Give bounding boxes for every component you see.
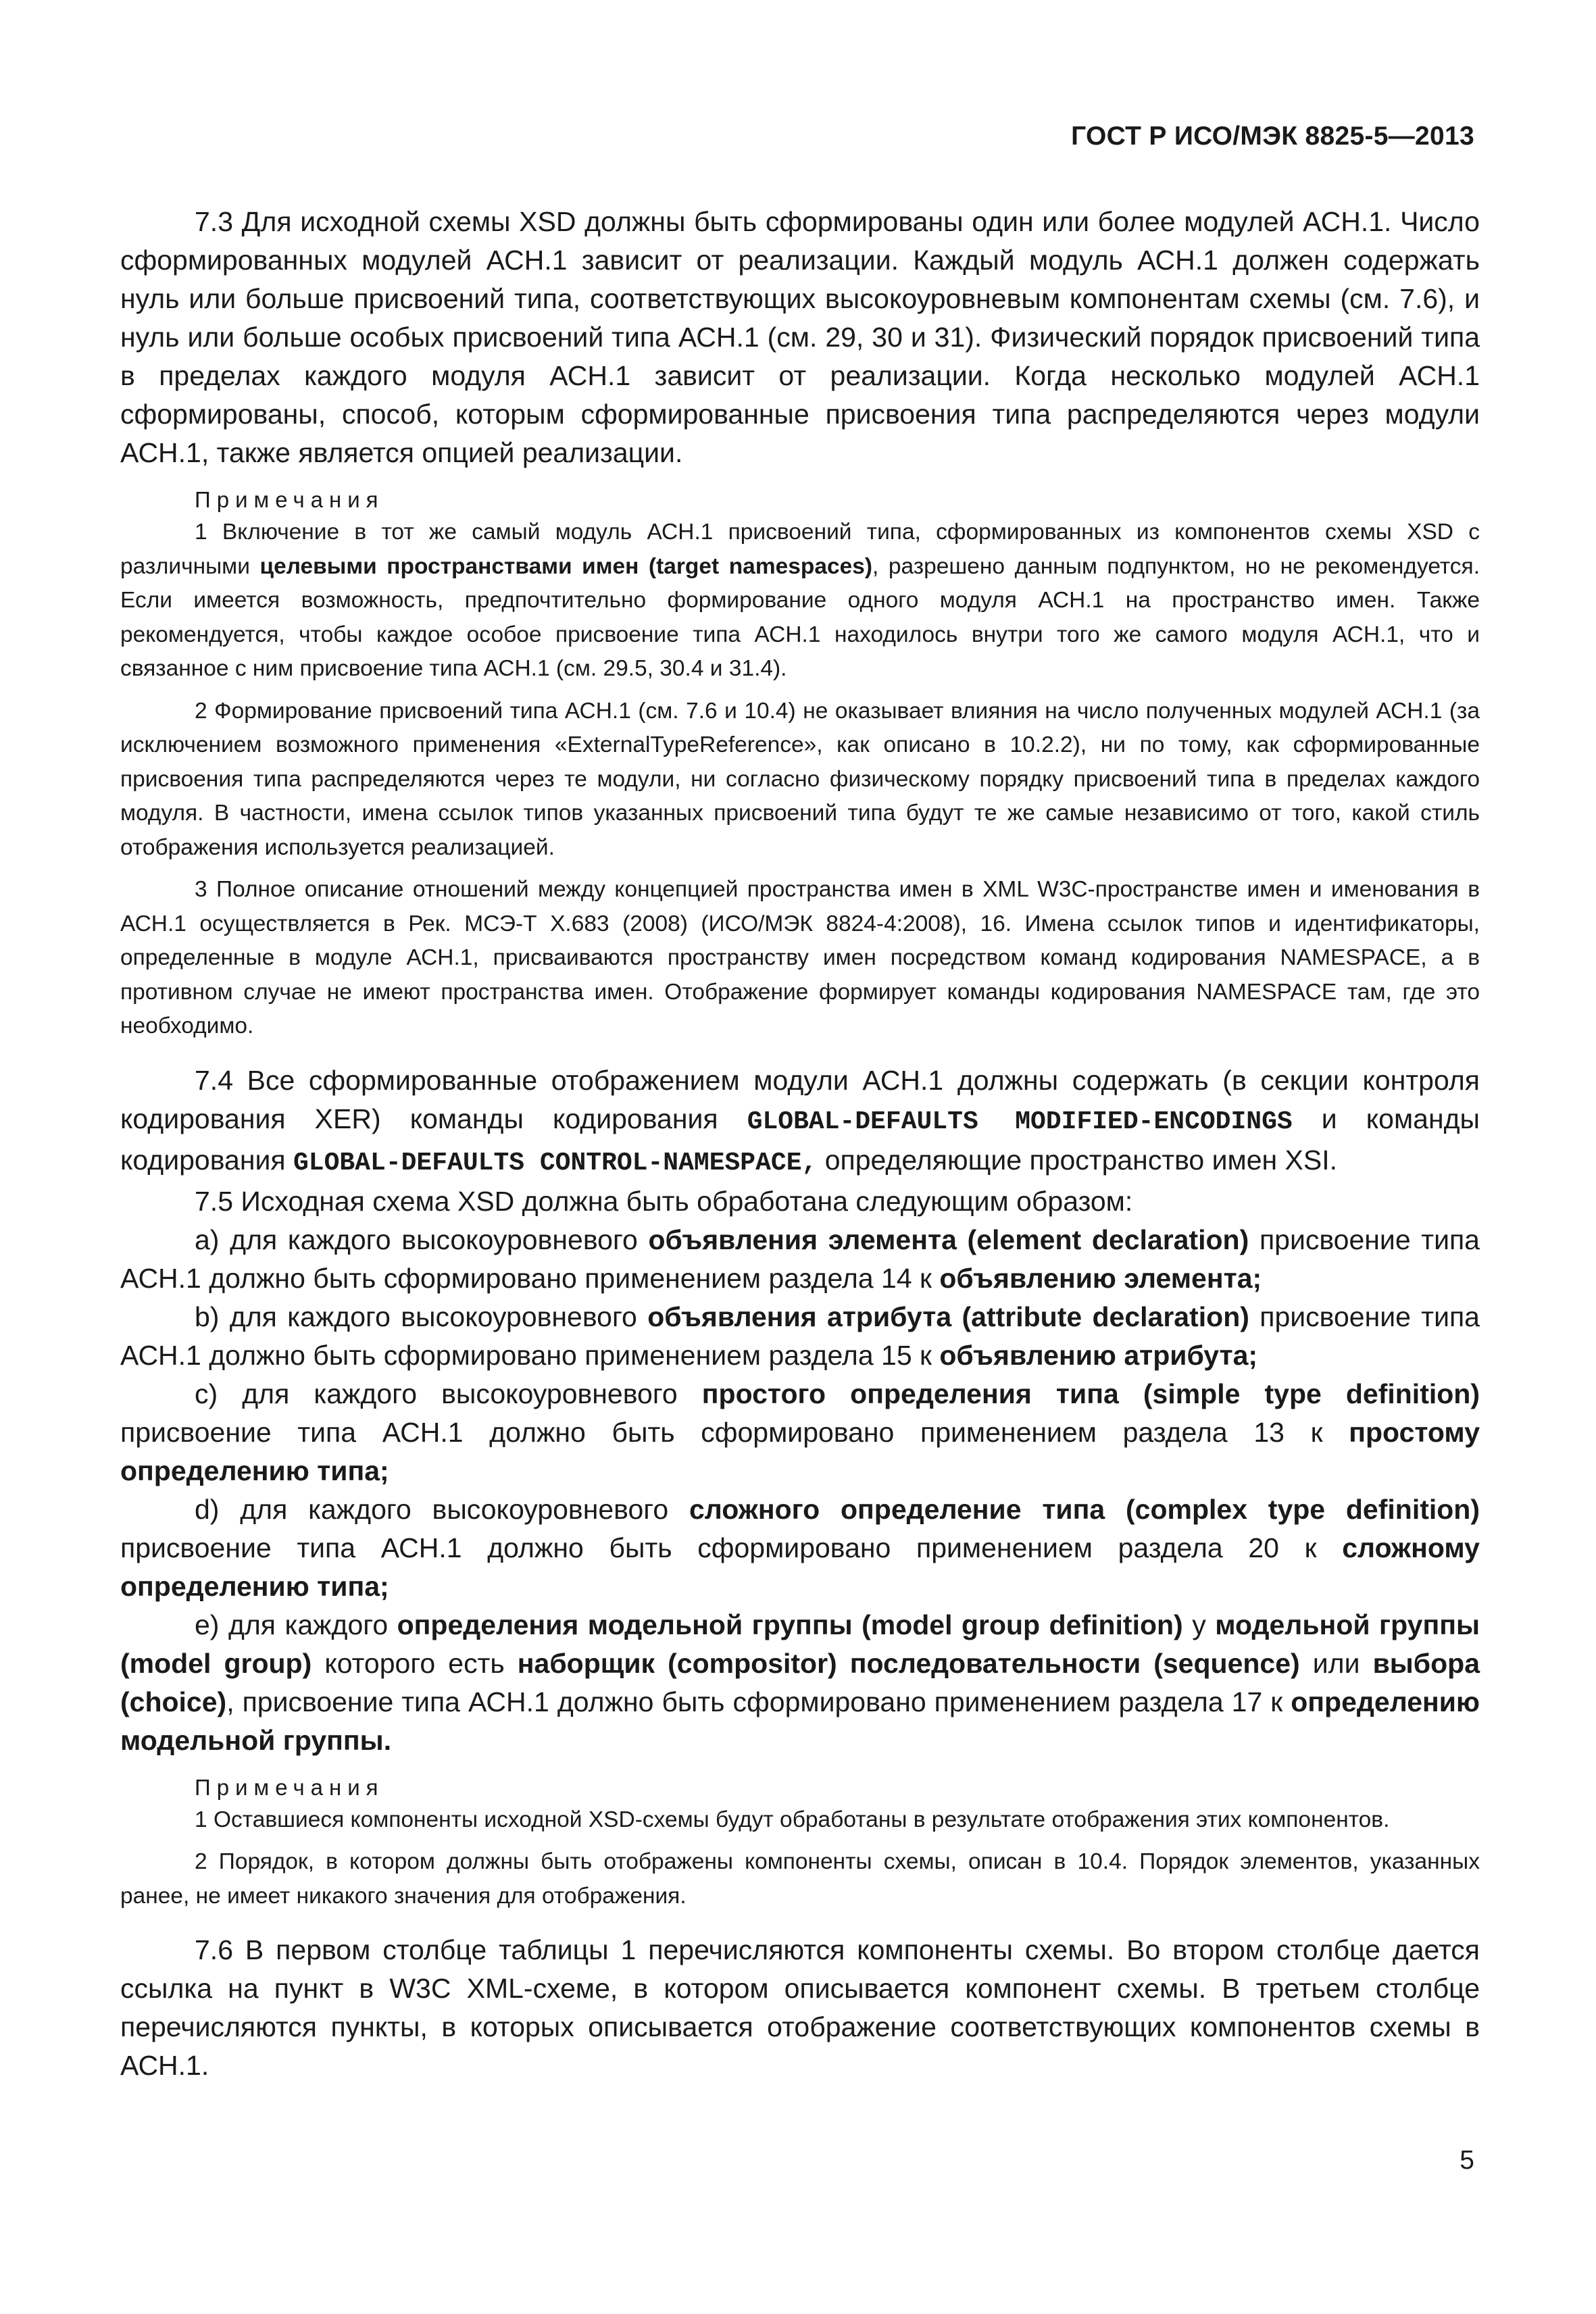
clause-7-3: 7.3 Для исходной схемы XSD должны быть сформированы один или более модулей АСН.1. Число сформированных модулей АСН.1 зависит от реализации. Каждый модуль АСН.1 должен содержать нуль или больше присвоений типа, соответствующих высокоуровневым компонентам схемы (см. 7.6), и нуль или больше особых присвоений типа АСН.1 (см. 29, 30 и 31). Физический порядок присвоений типа в пределах каждого модуля АСН.1 зависит от реализации. Когда несколько модулей АСН.1 сформированы, способ, которым сформированные присвоения типа распределяются через модули АСН.1, также является опцией реализации.: [120, 206, 1480, 468]
page-number: 5: [1460, 2146, 1474, 2175]
list-item-e: е) для каждого определения модельной группы (model group definition) у модельной группы (model group) которого есть наборщик (compositor) последовательности (sequence) или выбора (choice), присвоение типа АСН.1 должно быть сформировано применением раздела 17 к определению модельной группы.: [120, 1609, 1480, 1756]
page-body: [120, 203, 1480, 2085]
note-2-2: 2 Порядок, в котором должны быть отображены компоненты схемы, описан в 10.4. Порядок элементов, указанных ранее, не имеет никакого значения для отображения.: [120, 1849, 1480, 1909]
note-1: 1 Включение в тот же самый модуль АСН.1 присвоений типа, сформированных из компонентов схемы XSD с различными целевыми пространствами имен (target namespaces), разрешено данным подпунктом, но не рекомендуется. Если имеется возможность, предпочтительно формирование одного модуля АСН.1 на пространство имен. Также рекомендуется, чтобы каждое особое присвоение типа АСН.1 находилось внутри того же самого модуля АСН.1, что и связанное с ним присвоение типа АСН.1 (см. 29.5, 30.4 и 31.4).: [120, 520, 1480, 681]
list-item-c: с) для каждого высокоуровневого простого определения типа (simple type definition) присвоение типа АСН.1 должно быть сформировано применением раздела 13 к простому определению типа;: [120, 1378, 1480, 1486]
notes-title-2: Примечания: [195, 1774, 384, 1800]
list-item-d: d) для каждого высокоуровневого сложного определение типа (complex type definition) присвоение типа АСН.1 должно быть сформировано применением раздела 20 к сложному определению типа;: [120, 1493, 1480, 1602]
clause-7-6: 7.6 В первом столбце таблицы 1 перечисляются компоненты схемы. Во втором столбце дается ссылка на пункт в W3C XML-схеме, в котором описывается компонент схемы. В третьем столбце перечисляются пункты, в которых описывается отображение соответствующих компонентов схемы в АСН.1.: [120, 1934, 1480, 2081]
list-item-a: а) для каждого высокоуровневого объявления элемента (element declaration) присвоение типа АСН.1 должно быть сформировано применением раздела 14 к объявлению элемента;: [120, 1224, 1480, 1294]
note-3: 3 Полное описание отношений между концепцией пространства имен в XML W3C-пространстве имен и именования в АСН.1 осуществляется в Рек. МСЭ-Т Х.683 (2008) (ИСО/МЭК 8824-4:2008), 16. Имена ссылок типов и идентификаторы, определенные в модуле АСН.1, присваиваются пространству имен посредством команд кодирования NAMESPACE, а в противном случае не имеют пространства имен. Отображение формирует команды кодирования NAMESPACE там, где это необходимо.: [120, 877, 1480, 1038]
note-2: 2 Формирование присвоений типа АСН.1 (см. 7.6 и 10.4) не оказывает влияния на число полученных модулей АСН.1 (за исключением возможного применения «ExternalTypeReference», как описано в 10.2.2), ни по тому, как сформированные присвоения типа распределяются через те модули, ни согласно физическому порядку присвоений типа в пределах каждого модуля. В частности, имена ссылок типов указанных присвоений типа будут те же самые независимо от того, какой стиль отображения используется реализацией.: [120, 698, 1480, 860]
document-header: ГОСТ Р ИСО/МЭК 8825-5—2013: [1071, 122, 1474, 151]
list-item-b: b) для каждого высокоуровневого объявления атрибута (attribute declaration) присвоение типа АСН.1 должно быть сформировано применением раздела 15 к объявлению атрибута;: [120, 1301, 1480, 1371]
notes-title: Примечания: [195, 487, 384, 512]
clause-7-4: 7.4 Все сформированные отображением модули АСН.1 должны содержать (в секции контроля кодирования XER) команды кодирования GLOBAL-DEFAULTS MODIFIED-ENCODINGS и команды кодирования GLOBAL-DEFAULTS CONTROL-NAMESPACE, определяющие пространство имен XSI.: [120, 1064, 1480, 1178]
note-2-1: 1 Оставшиеся компоненты исходной XSD-схемы будут обработаны в результате отображения этих компонентов.: [195, 1807, 1390, 1832]
clause-7-5: 7.5 Исходная схема XSD должна быть обработана следующим образом:: [195, 1185, 1133, 1217]
